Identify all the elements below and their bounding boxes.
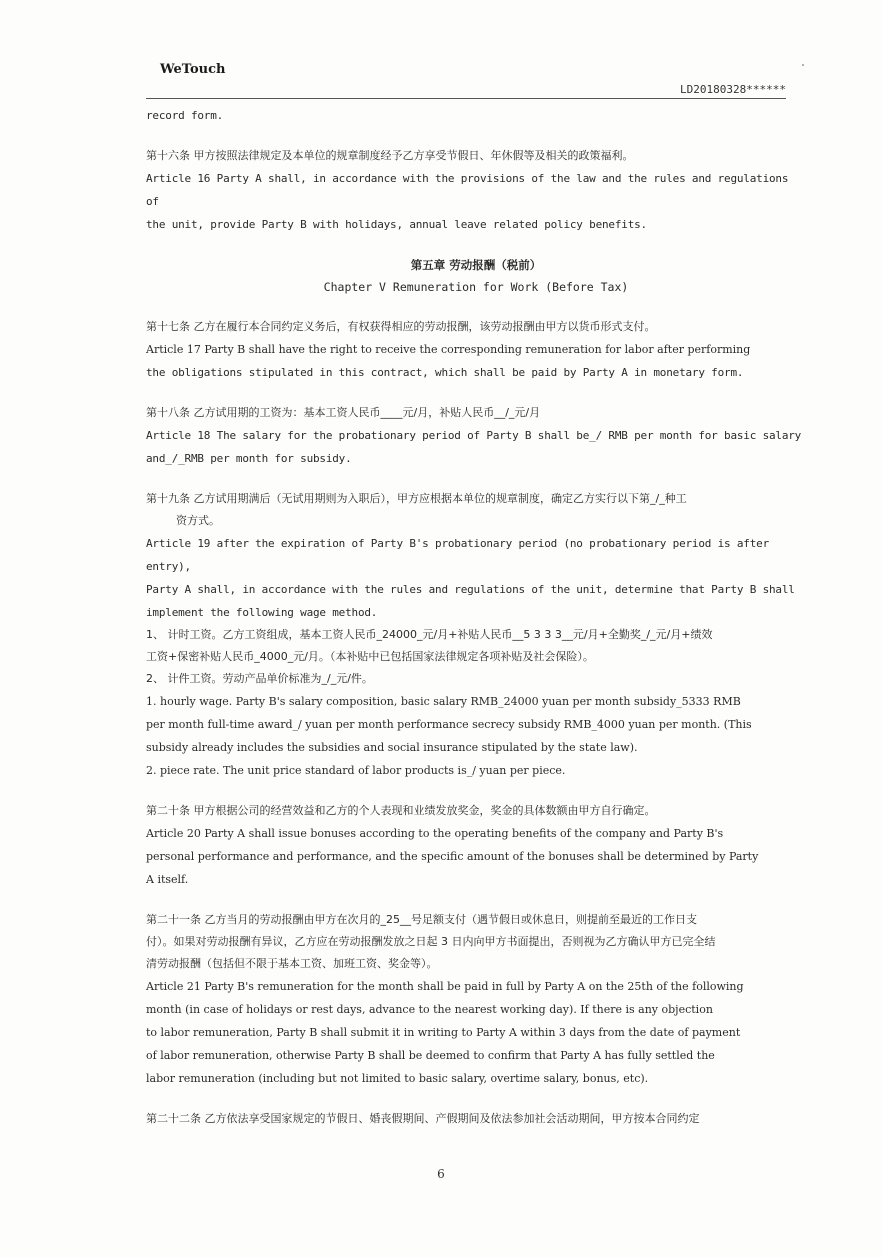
article-18 xyxy=(146,402,806,470)
text-line: Article 19 after the expiration of Party B's probationary period (no probationary period is after entry), xyxy=(146,537,769,573)
text-line: 第二十一条 乙方当月的劳动报酬由甲方在次月的_25__号足额支付（遇节假日或休息日，则提前至最近的工作日支 xyxy=(146,913,697,926)
text-line: record form. xyxy=(146,109,224,122)
article-20 xyxy=(146,800,806,891)
document-code: LD20180328****** xyxy=(680,83,786,96)
chapter-title-en: Chapter V Remuneration for Work (Before Tax) xyxy=(323,280,629,294)
text-line: per month full-time award_/ yuan per month performance secrecy subsidy RMB_4000 yuan per month. (This xyxy=(146,718,752,731)
text-line: labor remuneration (including but not limited to basic salary, overtime salary, bonus, etc). xyxy=(146,1072,649,1085)
text-line: the obligations stipulated in this contract, which shall be paid by Party A in monetary form. xyxy=(146,366,744,379)
article-19 xyxy=(146,488,806,782)
header-rule xyxy=(146,98,786,99)
scan-speck xyxy=(802,64,804,66)
text-line: month (in case of holidays or rest days, advance to the nearest working day). If there is any objection xyxy=(146,1003,713,1016)
text-line: 1、 计时工资。乙方工资组成，基本工资人民币_24000_元/月+补贴人民币__5 3 3 3__元/月+全勤奖_/_元/月+绩效 xyxy=(146,628,713,641)
text-line: 1. hourly wage. Party B's salary composition, basic salary RMB_24000 yuan per month subsidy_5333 RMB xyxy=(146,695,741,708)
text-line: 第二十条 甲方根据公司的经营效益和乙方的个人表现和业绩发放奖金，奖金的具体数额由甲方自行确定。 xyxy=(146,804,656,817)
chapter-heading xyxy=(146,254,806,298)
text-line: subsidy already includes the subsidies and social insurance stipulated by the state law). xyxy=(146,741,638,754)
text-line: Party A shall, in accordance with the rules and regulations of the unit, determine that Party B shall xyxy=(146,583,795,596)
text-line: Article 17 Party B shall have the right to receive the corresponding remuneration for labor after performing xyxy=(146,343,751,356)
text-line: of labor remuneration, otherwise Party B shall be deemed to confirm that Party A has fully settled the xyxy=(146,1049,715,1062)
text-line: Article 20 Party A shall issue bonuses according to the operating benefits of the company and Party B's xyxy=(146,827,724,840)
text-line: Article 16 Party A shall, in accordance with the provisions of the law and the rules and regulations of xyxy=(146,172,789,208)
text-line: 清劳动报酬（包括但不限于基本工资、加班工资、奖金等）。 xyxy=(146,957,438,970)
text-line: 第二十二条 乙方依法享受国家规定的节假日、婚丧假期间、产假期间及依法参加社会活动期间，甲方按本合同约定 xyxy=(146,1112,700,1125)
page-body xyxy=(146,104,806,1130)
article-17 xyxy=(146,316,806,384)
header-brand: WeTouch xyxy=(160,62,226,77)
text-line: 第十八条 乙方试用期的工资为：基本工资人民币____元/月，补贴人民币__/_元/月 xyxy=(146,406,541,419)
text-line: 资方式。 xyxy=(176,514,220,527)
page-number: 6 xyxy=(437,1167,445,1181)
text-line: Article 21 Party B's remuneration for the month shall be paid in full by Party A on the 25th of the following xyxy=(146,980,744,993)
article-21 xyxy=(146,909,806,1090)
text-line: implement the following wage method. xyxy=(146,606,378,619)
article-16 xyxy=(146,145,806,236)
text-line: personal performance and performance, and the specific amount of the bonuses shall be determined by Party xyxy=(146,850,759,863)
text-line: A itself. xyxy=(146,873,189,886)
text-line: the unit, provide Party B with holidays, annual leave related policy benefits. xyxy=(146,218,647,231)
text-line: to labor remuneration, Party B shall submit it in writing to Party A within 3 days from the date of payment xyxy=(146,1026,741,1039)
text-line: 付）。如果对劳动报酬有异议，乙方应在劳动报酬发放之日起 3 日内向甲方书面提出，否则视为乙方确认甲方已完全结 xyxy=(146,935,716,948)
text-line: and_/_RMB per month for subsidy. xyxy=(146,452,352,465)
text-line: 第十九条 乙方试用期满后（无试用期则为入职后），甲方应根据本单位的规章制度，确定乙方实行以下第_/_种工 xyxy=(146,492,687,505)
text-line: Article 18 The salary for the probationary period of Party B shall be_/ RMB per month for basic salary xyxy=(146,429,802,442)
text-line: 2、 计件工资。劳动产品单价标准为_/_元/件。 xyxy=(146,672,373,685)
text-line: 第十七条 乙方在履行本合同约定义务后，有权获得相应的劳动报酬，该劳动报酬由甲方以货币形式支付。 xyxy=(146,320,656,333)
text-line: 第十六条 甲方按照法律规定及本单位的规章制度经予乙方享受节假日、年休假等及相关的政策福利。 xyxy=(146,149,634,162)
text-line: 2. piece rate. The unit price standard of labor products is_/ yuan per piece. xyxy=(146,764,566,777)
chapter-title-zh: 第五章 劳动报酬（税前） xyxy=(410,258,542,272)
article-22 xyxy=(146,1108,806,1130)
text-line: 工资+保密补贴人民币_4000_元/月。（本补贴中已包括国家法律规定各项补贴及社会保险）。 xyxy=(146,650,594,663)
